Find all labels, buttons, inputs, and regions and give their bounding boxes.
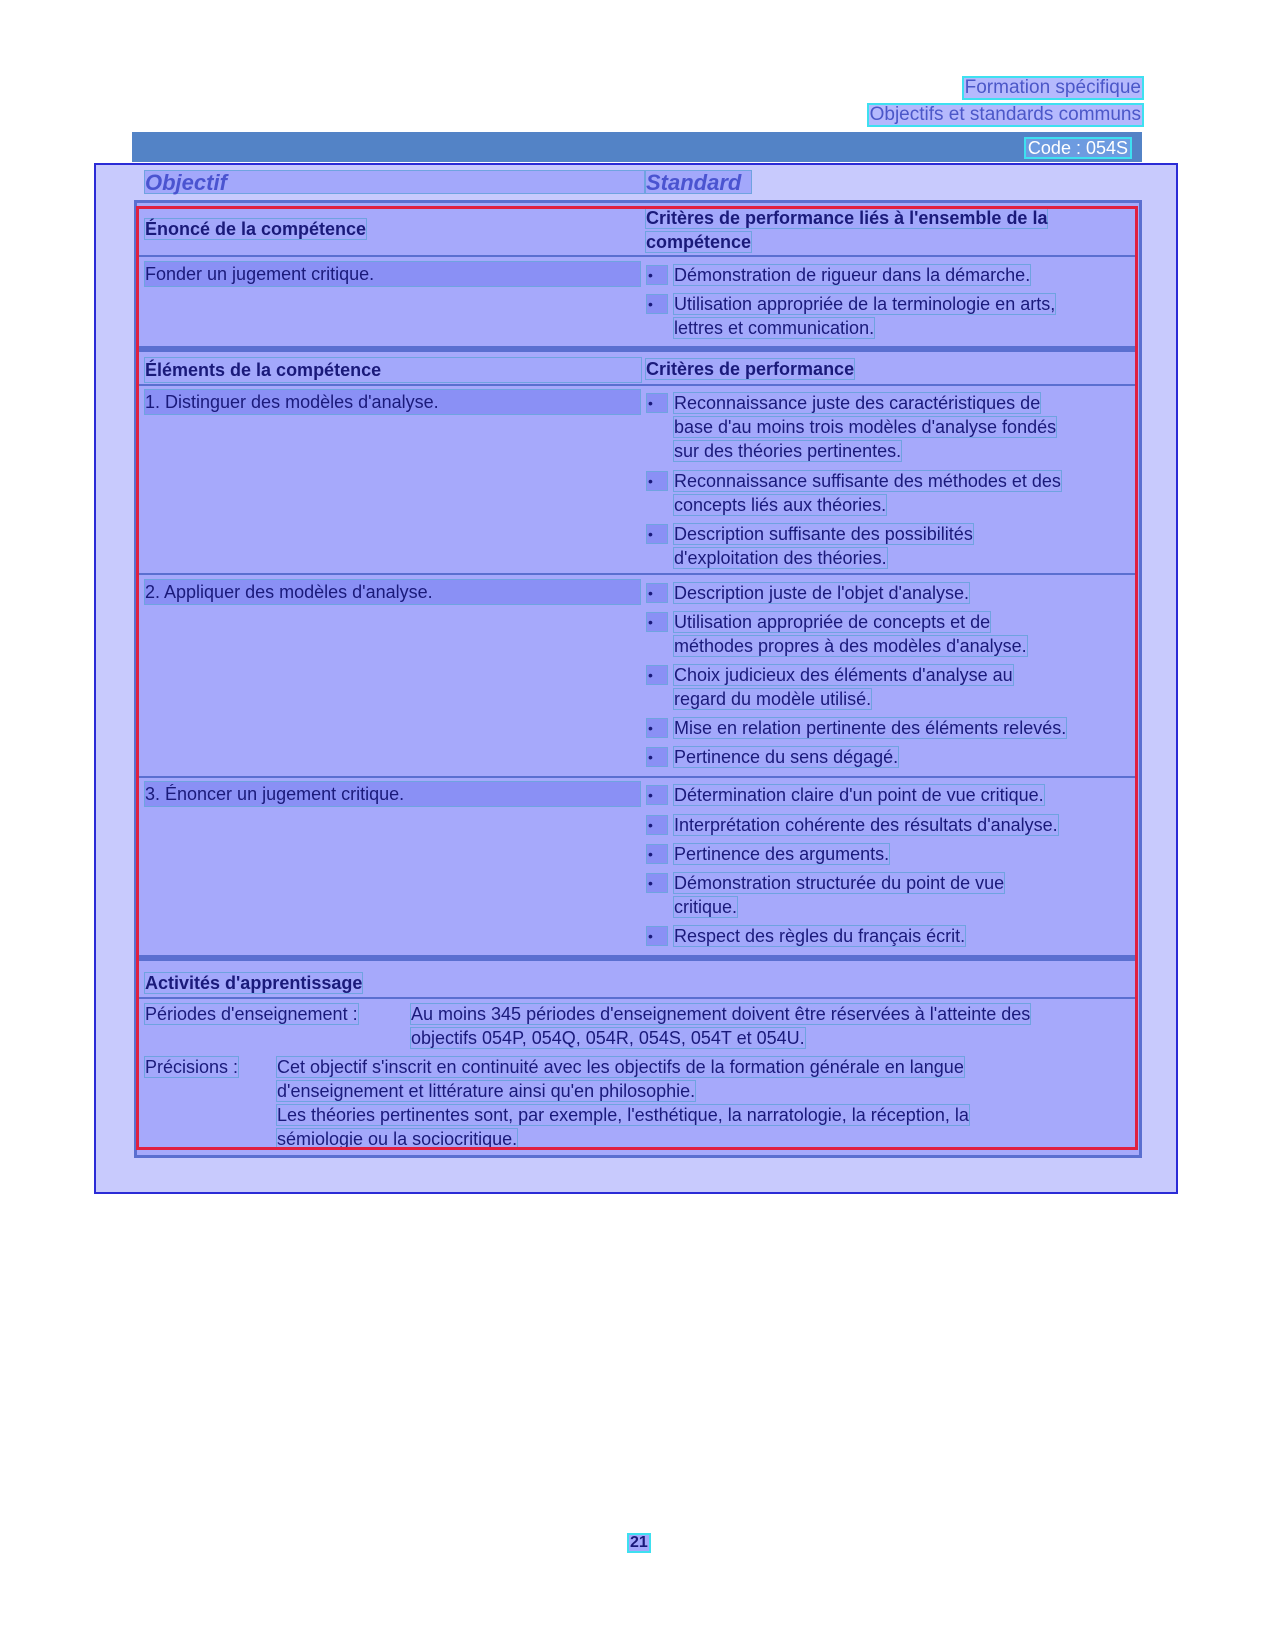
- precisions-label: Précisions :: [145, 1057, 239, 1077]
- bullet-icon: •: [646, 265, 668, 285]
- element-item: 2. Appliquer des modèles d'analyse.: [144, 579, 641, 605]
- bullet-icon: •: [646, 785, 668, 805]
- column-heading-standard: Standard: [645, 170, 752, 194]
- header-section-title: Formation spécifique: [962, 76, 1144, 100]
- element-item: 1. Distinguer des modèles d'analyse.: [144, 389, 641, 415]
- competence-criteria-label: Critères de performance liés à l'ensemble de la compétence: [646, 208, 1048, 252]
- row-divider: [137, 384, 1135, 386]
- periods-label: Périodes d'enseignement :: [145, 1004, 358, 1024]
- precisions-text: Cet objectif s'inscrit en continuité avec les objectifs de la formation générale en langue d'enseignement et littérature ainsi qu'en philosophie. Les théories pertinentes sont, par exemple, l'esthétique, la narratologie, la réception, la sémiologie ou la sociocritique.: [277, 1057, 969, 1149]
- section-divider: [137, 955, 1135, 961]
- element-item: 3. Énoncer un jugement critique.: [144, 781, 641, 807]
- periods-text: Au moins 345 périodes d'enseignement doivent être réservées à l'atteinte des objectifs 054P, 054Q, 054R, 054S, 054T et 054U.: [411, 1004, 1031, 1048]
- bullet-icon: •: [646, 718, 668, 738]
- bullet-icon: •: [646, 471, 668, 491]
- elements-criteria-label: Critères de performance: [646, 359, 855, 379]
- header-subtitle: Objectifs et standards communs: [867, 103, 1144, 127]
- bullet-icon: •: [646, 844, 668, 864]
- elements-label: Éléments de la compétence: [144, 357, 642, 383]
- bullet-icon: •: [646, 747, 668, 767]
- competence-label: Énoncé de la compétence: [145, 219, 367, 239]
- page-number: 21: [627, 1533, 651, 1553]
- code-band: [132, 132, 1142, 162]
- row-divider: [137, 997, 1135, 999]
- bullet-icon: •: [646, 583, 668, 603]
- bullet-icon: •: [646, 926, 668, 946]
- section-divider: [137, 346, 1135, 352]
- bullet-icon: •: [646, 665, 668, 685]
- objective-code: Code : 054S: [1024, 137, 1132, 159]
- bullet-icon: •: [646, 873, 668, 893]
- column-heading-objectif: Objectif: [144, 170, 645, 194]
- row-divider: [137, 573, 1135, 575]
- activities-label: Activités d'apprentissage: [145, 973, 363, 993]
- bullet-icon: •: [646, 612, 668, 632]
- bullet-icon: •: [646, 294, 668, 314]
- competence-statement: Fonder un jugement critique.: [144, 261, 641, 287]
- bullet-icon: •: [646, 524, 668, 544]
- row-divider: [137, 255, 1135, 257]
- bullet-icon: •: [646, 393, 668, 413]
- bullet-icon: •: [646, 815, 668, 835]
- row-divider: [137, 776, 1135, 778]
